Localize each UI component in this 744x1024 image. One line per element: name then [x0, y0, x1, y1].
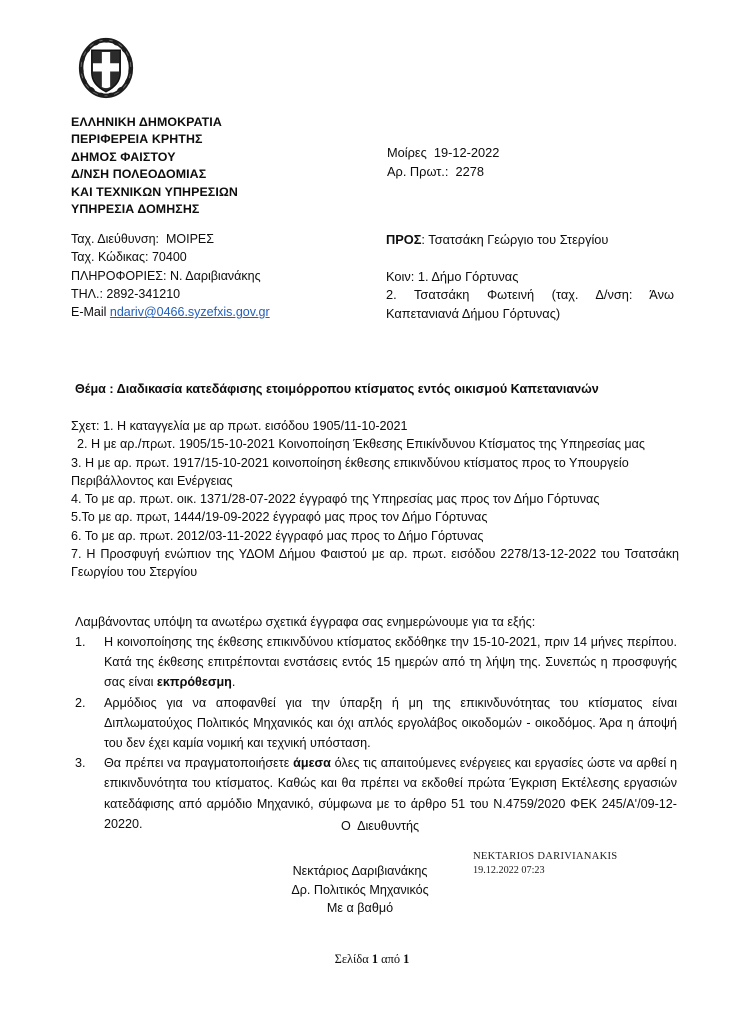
digital-signature-timestamp: 19.12.2022 07:23	[473, 864, 545, 876]
body-item-1	[75, 632, 677, 693]
body-item-3-emphasis: άμεσα	[293, 756, 331, 771]
reference-item-4: 4. Το με αρ. πρωτ. οικ. 1371/28-07-2022 έγγραφό της Υπηρεσίας μας προς τον Δήμο Γόρτυνας	[71, 492, 600, 507]
postal-code: Ταχ. Κώδικας: 70400	[71, 250, 187, 265]
reference-item-3: 3. Η με αρ. πρωτ. 1917/15-10-2021 κοινοποίηση έκθεσης επικινδύνου κτίσματος προς το Υπουργείο Περιβάλλοντος και Ενέργειας	[71, 455, 629, 488]
signatory-block	[250, 862, 470, 918]
footer-middle: από	[378, 952, 404, 966]
authority-line-4: Δ/ΝΣΗ ΠΟΛΕΟΔΟΜΙΑΣ	[71, 167, 207, 182]
contact-details-block	[71, 230, 371, 321]
body-item-1-number: 1.	[75, 635, 86, 649]
recipient-name: : Τσατσάκη Γεώργιο του Στεργίου	[421, 232, 609, 247]
place-and-date: Μοίρες 19-12-2022	[387, 145, 500, 160]
digital-signature-stamp	[473, 851, 617, 877]
email-label: E-Mail	[71, 305, 110, 320]
digital-signature-name: NEKTARIOS DARIVIANAKIS	[473, 851, 618, 862]
page-footer	[0, 952, 744, 967]
email-link[interactable]: ndariv@0466.syzefxis.gov.gr	[109, 305, 270, 320]
authority-line-1: ΕΛΛΗΝΙΚΗ ΔΗΜΟΚΡΑΤΙΑ	[71, 115, 222, 129]
authority-line-3: ΔΗΜΟΣ ΦΑΙΣΤΟΥ	[71, 149, 176, 164]
footer-current-page: 1	[371, 952, 379, 966]
references-block	[71, 417, 679, 582]
coat-of-arms-emblem	[76, 36, 136, 100]
cc-line-1: Κοιν: 1. Δήμο Γόρτυνας	[386, 268, 519, 284]
body-item-1-text-b: .	[231, 675, 236, 690]
body-intro: Λαμβάνοντας υπόψη τα ανωτέρω σχετικά έγγραφα σας ενημερώνουμε για τα εξής:	[75, 615, 536, 629]
issuing-authority-block	[71, 114, 361, 218]
telephone: ΤΗΛ.: 2892-341210	[71, 286, 181, 301]
recipient-block	[386, 231, 674, 323]
body-item-2	[75, 693, 677, 754]
reference-item-1: Σχετ: 1. Η καταγγελία με αρ πρωτ. εισόδου 1905/11-10-2021	[71, 419, 408, 433]
body-item-1-text-a: Η κοινοποίησης της έκθεσης επικινδύνου κτίσματος εκδόθηκε την 15-10-2021, πριν 14 μήνες περίπου. Κατά της έκθεσης επιτρέπονται ενστάσεις εντός 15 ημερών από τη λήψη της. Συνεπώς η προσφυγής σας είναι	[104, 635, 677, 690]
authority-line-6: ΥΠΗΡΕΣΙΑ ΔΟΜΗΣΗΣ	[71, 202, 200, 217]
recipient-primary	[386, 231, 674, 250]
body-item-2-text-a: Αρμόδιος για να αποφανθεί για την ύπαρξη ή μη της επικινδυνότητας του κτίσματος είναι Διπλωματούχος Πολιτικός Μηχανικός και όχι απλός εργολάβος οικοδομών - οικοδόμος. Άρα η άποψή του δεν έχει καμία νομική και τεχνική υπόσταση.	[104, 695, 677, 751]
signatory-grade: Με α βαθμό	[326, 901, 394, 916]
subject-line: Θέμα : Διαδικασία κατεδάφισης ετοιμόρροπου κτίσματος εντός οικισμού Καπετανιανών	[75, 382, 599, 396]
authority-line-5: ΚΑΙ ΤΕΧΝΙΚΩΝ ΥΠΗΡΕΣΙΩΝ	[71, 184, 238, 199]
reference-item-6: 6. Το με αρ. πρωτ. 2012/03-11-2022 έγγραφό μας προς το Δήμο Γόρτυνας	[71, 528, 484, 543]
body-item-3-text-b: όλες τις απαιτούμενες ενέργειες και εργασίες ώστε να αρθεί η επικινδυνότητα του κτίσματος. Καθώς και θα πρέπει να εκδοθεί πρώτα Έγκριση Εκτέλεσης εργασιών κατεδάφισης από αρμόδιο Μηχανικό, σύμφωνα με το άρθρο 51 του Ν.4759/2020 ΦΕΚ 245/Α'/09-12-20220.	[104, 756, 677, 831]
reference-item-7: 7. Η Προσφυγή ενώπιον της ΥΔΟΜ Δήμου Φαιστού με αρ. πρωτ. εισόδου 2278/13-12-2022 του Τσατσάκη Γεωργίου του Στεργίου	[71, 547, 679, 580]
place-date-protocol-block	[387, 143, 499, 181]
signatory-title: Ο Διευθυντής	[341, 819, 420, 833]
signatory-name: Νεκτάριος Δαριβιανάκης	[292, 864, 428, 878]
body-item-1-emphasis: εκπρόθεσμη	[156, 675, 232, 690]
information-officer: ΠΛΗΡΟΦΟΡΙΕΣ: Ν. Δαριβιανάκης	[71, 268, 261, 283]
body-item-3-number: 3.	[75, 756, 86, 771]
cc-line-2: 2. Τσατσάκη Φωτεινή (ταχ. Δ/νση: Άνω Καπετανιανά Δήμου Γόρτυνας)	[386, 287, 674, 321]
body-item-2-number: 2.	[75, 695, 86, 710]
reference-item-5: 5.Το με αρ. πρωτ, 1444/19-09-2022 έγγραφό μας προς τον Δήμο Γόρτυνας	[71, 510, 488, 525]
email-row	[71, 303, 371, 321]
footer-total-pages: 1	[403, 952, 410, 966]
footer-prefix: Σελίδα	[334, 952, 372, 966]
postal-address: Ταχ. Διεύθυνση: ΜΟΙΡΕΣ	[71, 232, 214, 246]
signatory-role: Δρ. Πολιτικός Μηχανικός	[291, 882, 429, 897]
reference-item-2: 2. Η με αρ./πρωτ. 1905/15-10-2021 Κοινοποίηση Έκθεσης Επικίνδυνου Κτίσματος της Υπηρεσίας μας	[77, 437, 645, 452]
protocol-number: Αρ. Πρωτ.: 2278	[387, 164, 485, 179]
recipient-label: ΠΡΟΣ	[386, 232, 422, 247]
body-numbered-list	[75, 632, 677, 834]
body-item-3-text-a: Θα πρέπει να πραγματοποιήσετε	[104, 756, 294, 771]
authority-line-2: ΠΕΡΙΦΕΡΕΙΑ ΚΡΗΤΗΣ	[71, 132, 203, 147]
